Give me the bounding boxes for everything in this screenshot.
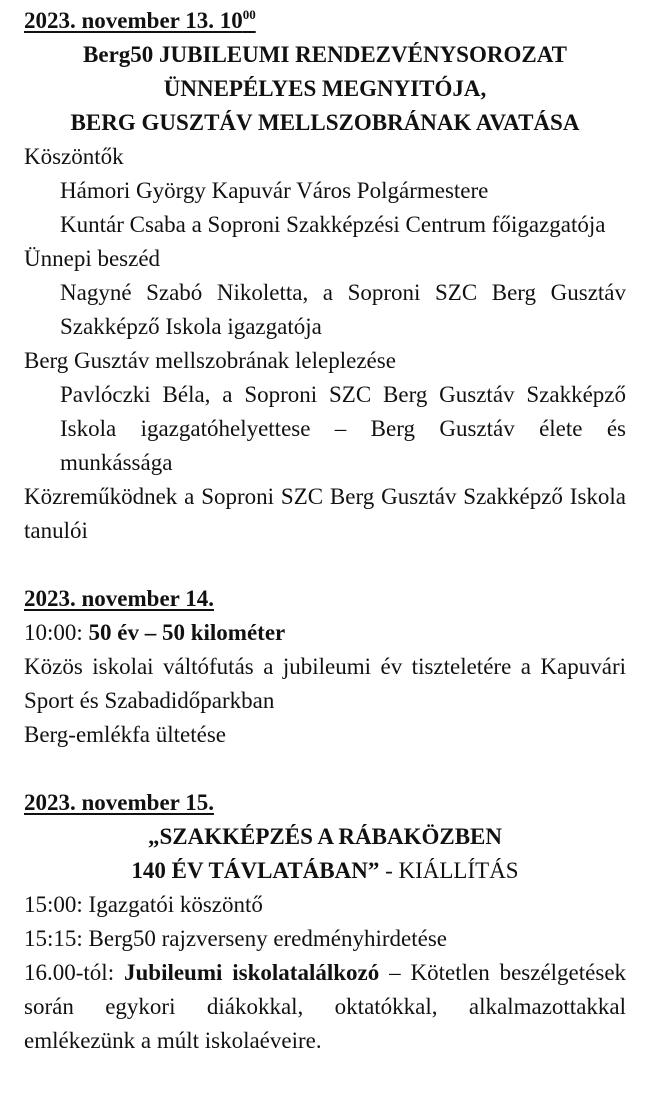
speech-1: Nagyné Szabó Nikoletta, a Soproni SZC Berg Gusztáv Szakképző Iskola igazgatója (60, 280, 626, 339)
greeting-1: Hámori György Kapuvár Város Polgármestere (60, 178, 489, 203)
day1-title-line-1: Berg50 JUBILEUMI RENDEZVÉNYSOROZAT (83, 42, 567, 67)
day3-date: 2023. november 15. (24, 790, 214, 815)
unveiling-1: Pavlóczki Béla, a Soproni SZC Berg Gusztáv Szakképző Iskola igazgatóhelyettese – Berg Gusztáv élete és munkássága (60, 382, 626, 475)
day3-item-1: 15:00: Igazgatói köszöntő (24, 892, 263, 917)
day3-item-3-title: Jubileumi iskolatalálkozó (123, 960, 380, 985)
day2-time: 10:00: (24, 620, 83, 645)
day2-section (24, 582, 626, 752)
day2-date: 2023. november 14. (24, 586, 214, 611)
day3-title-line-2-bold: 140 ÉV TÁVLATÁBAN” (131, 858, 380, 883)
day3-item-3-text: – Kötetlen beszélgetések során egykori diákokkal, oktatókkal, alkalmazottakkal emlékezünk a múlt iskolaéveire. (24, 960, 627, 1053)
day1-title-line-3: BERG GUSZTÁV MELLSZOBRÁNAK AVATÁSA (70, 110, 580, 135)
speech-heading: Ünnepi beszéd (24, 246, 161, 271)
day1-section (24, 4, 626, 548)
day3-item-3 (24, 956, 626, 1058)
section-gap (24, 752, 626, 786)
day2-event (24, 616, 626, 650)
section-gap (24, 548, 626, 582)
day3-title-line-2-rest: - KIÁLLÍTÁS (379, 858, 519, 883)
day3-section (24, 786, 626, 1058)
unveiling-heading: Berg Gusztáv mellszobrának leleplezése (24, 348, 396, 373)
day1-date-text: 2023. november 13. 10 (24, 8, 243, 33)
day1-date-minutes: 00 (242, 7, 256, 22)
greetings-heading: Köszöntők (24, 144, 124, 169)
day2-description: Közös iskolai váltófutás a jubileumi év tiszteletére a Kapuvári Sport és Szabadidőparkban (24, 654, 626, 713)
day3-item-3-time: 16.00-tól: (24, 960, 115, 985)
day2-tree-planting: Berg-emlékfa ültetése (24, 722, 227, 747)
day3-title (24, 820, 626, 888)
day3-title-line-1: „SZAKKÉPZÉS A RÁBAKÖZBEN (147, 824, 503, 849)
day1-title (24, 38, 626, 140)
day1-date (24, 4, 626, 38)
day3-title-line-2 (24, 854, 626, 888)
day1-title-line-2: ÜNNEPÉLYES MEGNYITÓJA, (163, 76, 487, 101)
performers: Közreműködnek a Soproni SZC Berg Gusztáv Szakképző Iskola tanulói (24, 484, 626, 543)
day2-event-title: 50 év – 50 kilométer (88, 620, 286, 645)
programme-document (24, 4, 626, 1058)
greeting-2: Kuntár Csaba a Soproni Szakképzési Centrum főigazgatója (60, 212, 606, 237)
day3-item-2: 15:15: Berg50 rajzverseny eredményhirdetése (24, 926, 448, 951)
